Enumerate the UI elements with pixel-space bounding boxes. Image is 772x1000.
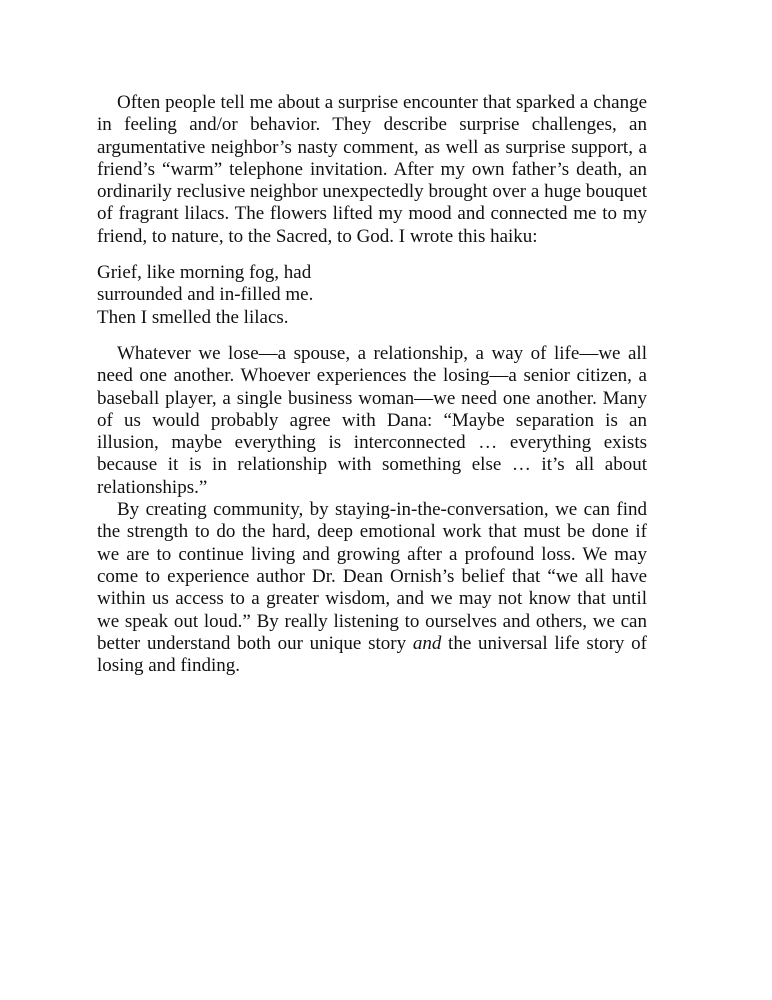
paragraph-3-text-end: the universal life story of losing and finding. xyxy=(97,632,647,677)
paragraph-we-need-one-another: Whatever we lose—a spouse, a relationship, a way of life—we all need one another. Whoever experiences the losing—a senior citizen, a baseball player, a single business woman—we need one another. Many of us would probably agree with Dana: “Maybe separation is an illusion, maybe everything is interconnected … everything exists because it is in relationship with something else … it’s all about relationships.” xyxy=(97,342,647,498)
haiku xyxy=(97,262,647,329)
haiku-line-1: Grief, like morning fog, had xyxy=(97,262,312,284)
paragraph-3-emphasis: and xyxy=(412,632,442,654)
document-page xyxy=(97,92,647,677)
paragraph-surprise-encounter: Often people tell me about a surprise encounter that sparked a change in feeling and/or behavior. They describe surprise challenges, an argumentative neighbor’s nasty comment, as well as surprise support, a friend’s “warm” telephone invitation. After my own father’s death, an ordinarily reclusive neighbor unexpectedly brought over a huge bouquet of fragrant lilacs. The flowers lifted my mood and connected me to my friend, to nature, to the Sacred, to God. I wrote this haiku: xyxy=(97,92,647,247)
haiku-line-2: surrounded and in-filled me. xyxy=(97,284,314,306)
paragraph-3-text-start: By creating community, by staying-in-the-conversation, we can find the strength to do the hard, deep emotional work that must be done if we are to continue living and growing after a profound loss. We may come to experience author Dr. Dean Ornish’s belief that “we all have within us access to a greater wisdom, and we may not know that until we speak out loud.” By really listening to ourselves and others, we can better understand both our unique story xyxy=(97,499,647,654)
paragraph-creating-community xyxy=(97,499,647,677)
haiku-line-3: Then I smelled the lilacs. xyxy=(97,306,289,328)
